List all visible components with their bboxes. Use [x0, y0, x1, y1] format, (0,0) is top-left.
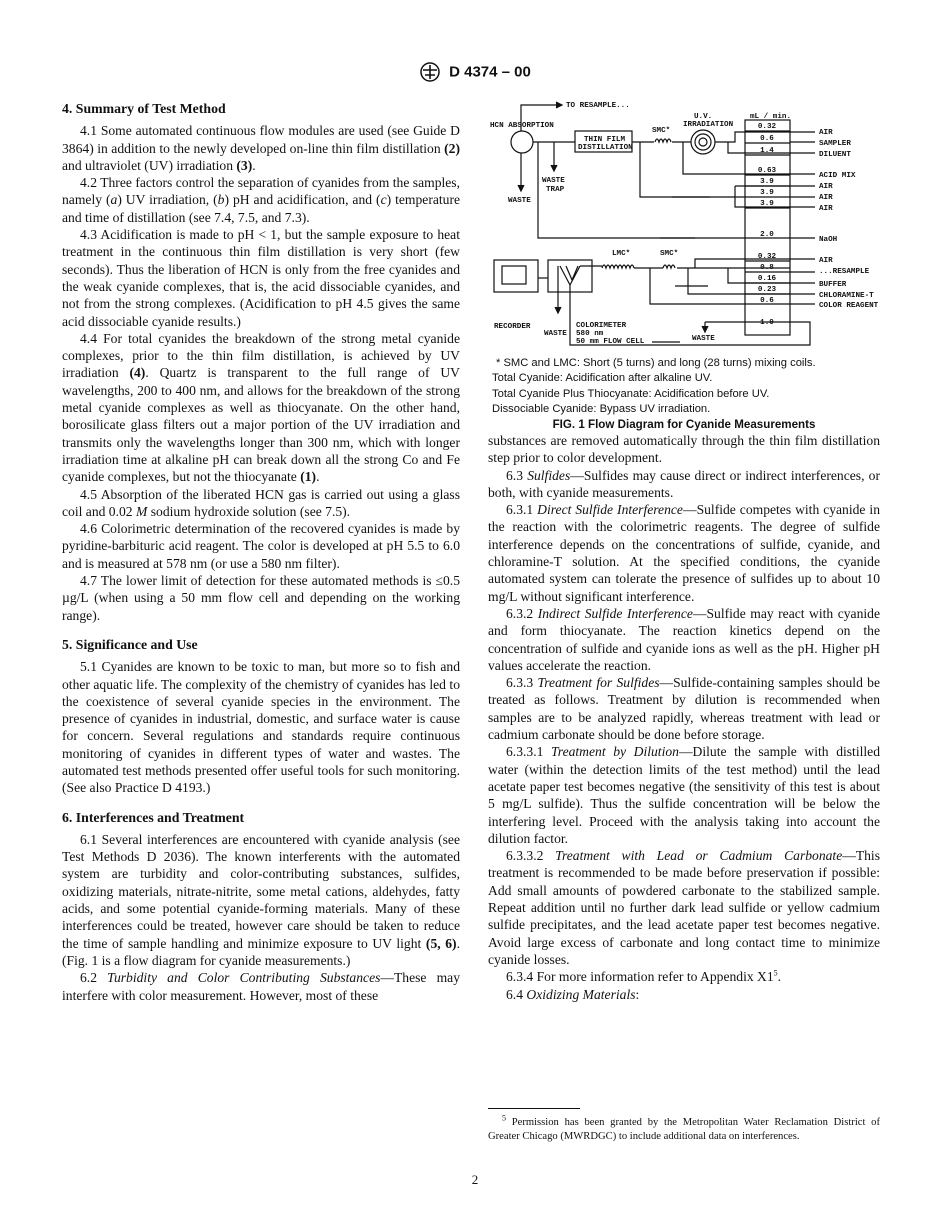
label-recorder: RECORDER: [494, 323, 531, 331]
text-run: 6.3: [506, 467, 528, 483]
pump-rate: 1.0: [760, 319, 774, 327]
label-smc-bottom: SMC*: [660, 250, 679, 258]
text-run: :: [635, 986, 640, 1002]
pump-rate: 0.32: [757, 123, 777, 131]
right-column: [488, 432, 880, 1003]
paragraph: [488, 432, 880, 467]
text-run: 5.1 Cyanides are known to be toxic to man, but more so to fish and other aquatic life. The complexity of the chemistry of cyanides has led to the coexistence of several cyanide species in the environment. The presence of cyanides in industrial, domestic, and surface water is cause for concern. Several regulations and standards require continuous monitoring of cyanides in different types of water and wastes. The automated test methods presented offer useful tools for such monitoring. (See also Practice D 4193.): [62, 659, 460, 796]
recorder-box: [494, 260, 538, 292]
text-run: .: [316, 469, 320, 485]
footnote: [488, 1113, 880, 1143]
paragraph: [488, 674, 880, 743]
text-run: —Dilute the sample with distilled water (within the detection limits of the test method) until the lead acetate paper test becomes negative (the sensitivity of this test is about 5 mg/L sulfide). Thus the sulfide concentration will be below the interfering level. Proceed with the analysis taking into account the dilution factor.: [488, 744, 880, 846]
text-run: 5: [773, 968, 778, 978]
pump-rate: 0.16: [757, 275, 777, 283]
text-run: Treatment for Sulfides: [537, 675, 660, 691]
text-run: 4.7 The lower limit of detection for these automated methods is ≤0.5 µg/L (when using a 50 mm flow cell and depending on the working range).: [62, 573, 460, 623]
label-580nm: 580 nm: [576, 330, 604, 338]
label-waste-colorimeter: WASTE: [544, 330, 567, 338]
paragraph: [488, 847, 880, 968]
paragraph: [488, 501, 880, 605]
paragraph: [62, 520, 460, 572]
pump-rate: 3.9: [760, 189, 774, 197]
pump-rate: 0.6: [760, 297, 774, 305]
text-run: 6.2: [80, 970, 108, 986]
text-run: 6.3.1: [506, 502, 538, 518]
pump-rate: 3.9: [760, 178, 774, 186]
stream-label: AIR: [819, 194, 833, 202]
paragraph: [488, 605, 880, 674]
text-run: (3): [236, 157, 253, 173]
paragraph: [62, 969, 460, 1004]
text-run: 6.3.3: [506, 675, 538, 691]
paragraph: [488, 467, 880, 502]
figure-note: * SMC and LMC: Short (5 turns) and long (28 turns) mixing coils.: [496, 357, 816, 369]
text-run: b: [217, 192, 225, 208]
text-run: —These may interfere with color measurement. However, most of these: [62, 970, 460, 1003]
label-lmc: LMC*: [612, 250, 631, 258]
stream-label: AIR: [819, 183, 833, 191]
text-run: (5, 6): [425, 935, 457, 951]
pump-rate: 0.8: [760, 264, 774, 272]
figure-note: Dissociable Cyanide: Bypass UV irradiation.: [492, 403, 711, 416]
text-run: —Sulfide competes with cyanide in the reaction with the colorimetric reagents. The degree of sulfide interference depends on the concentrations of sulfide, cyanide, and chloramine-T solution. At the specified conditions, the cyanide automated system can tolerate the presence of sulfides up to about 10 mg/L without significant interference.: [488, 502, 880, 604]
text-run: Treatment with Lead or Cadmium Carbonate: [555, 848, 843, 864]
pump-rate: 1.4: [760, 147, 774, 155]
astm-logo-icon: [419, 62, 441, 82]
label-thin-film: THIN FILM: [584, 136, 626, 144]
text-run: 4.3 Acidification is made to pH < 1, but the sample exposure to heat treatment in the continuous thin film distillation is very short (few seconds). Thus the liberation of HCN is only from the free cyanides and the weak cyanide complexes, that is, the acid dissociable cyanides, and not from the strong complexes. (Acidification to pH 4.5 gives the same acid dissociable cyanide results.): [62, 227, 460, 329]
paragraph: [488, 743, 880, 847]
text-run: and ultraviolet (UV) irradiation: [62, 157, 237, 173]
text-run: —Sulfide-containing samples should be treated as follows. Treatment by dilution is recommended when samples are to be analyzed rapidly, whereas treatment with lead or cadmium carbonate should be done before storage.: [488, 675, 880, 743]
stream-label: NaOH: [819, 236, 838, 244]
stream-label: BUFFER: [819, 281, 847, 289]
label-colorimeter: COLORIMETER: [576, 322, 627, 330]
text-run: Sulfides: [527, 467, 571, 483]
text-run: .: [777, 969, 782, 985]
text-run: ) pH and acidification, and (: [224, 192, 381, 208]
stream-label: CHLORAMINE-T: [819, 292, 874, 300]
text-run: 4.1 Some automated continuous flow modules are used (see Guide D 3864) in addition to the newly developed on-line thin film distillation: [62, 123, 460, 156]
text-run: c: [380, 192, 387, 208]
document-designation: D 4374 – 00: [449, 63, 531, 81]
paragraph: [62, 226, 460, 330]
label-hcn-absorption: HCN ABSORPTION: [490, 122, 554, 130]
left-column: [62, 100, 460, 1004]
section-heading: [62, 809, 460, 826]
text-run: 6.3.2: [506, 605, 538, 621]
figure-note: Total Cyanide: Acidification after alkaline UV.: [492, 372, 713, 385]
pump-rate: 0.32: [757, 253, 777, 261]
footnote-mark: 5: [502, 1113, 506, 1123]
text-run: M: [136, 503, 148, 519]
text-run: (2): [444, 140, 460, 156]
text-run: 6.1 Several interferences are encountered with cyanide analysis (see Test Methods D 2036). The known interferents with the automated system are turbidity and color-contributing substances, sulfides, oxidizing materials, nitrate-nitrite, some metal cations, aldehydes, fatty acids, and some potential cyanide-forming materials. Many of these interferences could be treated, however care should be taken to reduce the time of sample handling and minimize exposure to UV light: [62, 831, 460, 951]
paragraph: [488, 968, 880, 985]
text-run: Indirect Sulfide Interference: [537, 605, 693, 621]
text-run: 4.4 For total cyanides the breakdown of the strong metal cyanide complexes, prior to the thin film distillation, is achieved by UV irradiation: [62, 330, 460, 381]
label-irradiation: IRRADIATION: [683, 121, 734, 129]
label-trap: TRAP: [546, 186, 565, 194]
text-run: . Quartz is transparent to the full range of UV wavelengths, 200 to 400 nm, and allows for the breakdown of the strong metal cyanide complexes as well as thiocyanate. On the other hand, borosilicate glass filters out a major portion of the UV irradiation and transmits only the wavelengths longer than 300 nm, which with longer irradiation time at alkaline pH can break down all the strong Co and Fe cyanide complexes, but not the thiocyanate: [62, 365, 460, 485]
text-run: 6.3.3.1: [506, 744, 551, 760]
footnote-divider: [488, 1108, 580, 1109]
text-run: (4): [129, 365, 146, 381]
text-run: ) temperature and time of distillation (see 7.4, 7.5, and 7.3).: [62, 192, 461, 225]
text-run: 4.2 Three factors control the separation of cyanides from the samples, namely (: [62, 175, 460, 208]
stream-label: ...RESAMPLE: [819, 268, 870, 276]
figure-note: Total Cyanide Plus Thiocyanate: Acidification before UV.: [492, 387, 770, 400]
text-run: 5. Significance and Use: [62, 636, 198, 652]
text-run: . (Fig. 1 is a flow diagram for cyanide measurements.): [62, 935, 460, 968]
text-run: 6.3.3.2: [506, 848, 556, 864]
paragraph: [488, 986, 880, 1003]
text-run: —This treatment is recommended to be made before preservation if possible: Add small amounts of powdered carbonate to the stabilized sample. Repeat addition until no further dark lead sulfide or yellow cadmium sulfide precipitates, and the lead acetate paper test becomes negative. Avoid large excess of carbonate and long contact time to minimize cyanide losses.: [488, 848, 880, 967]
text-run: 4.5 Absorption of the liberated HCN gas is carried out using a glass coil and 0.02: [62, 486, 460, 519]
text-run: (1): [300, 469, 317, 485]
paragraph: [62, 572, 460, 624]
paragraph: [62, 831, 460, 969]
stream-label: AIR: [819, 129, 833, 137]
figure-caption: FIG. 1 Flow Diagram for Cyanide Measurements: [552, 418, 816, 431]
pump-rate: 0.6: [760, 135, 774, 143]
paragraph: [62, 486, 460, 521]
pump-rate: 2.0: [760, 231, 774, 239]
paragraph: [62, 658, 460, 796]
label-to-resample: TO RESAMPLE...: [566, 102, 630, 110]
text-run: —Sulfides may cause direct or indirect interferences, or both, with cyanide measurements.: [488, 467, 880, 500]
label-smc-top: SMC*: [652, 127, 671, 135]
page-header: [0, 62, 950, 82]
label-flow-cell: 50 mm FLOW CELL: [576, 338, 645, 346]
stream-label: SAMPLER: [819, 140, 851, 148]
label-uv: U.V.: [694, 113, 713, 121]
stream-label: AIR: [819, 205, 833, 213]
paragraph: [62, 174, 460, 226]
text-run: Treatment by Dilution: [550, 744, 679, 760]
paragraph: [62, 330, 460, 486]
text-run: —Sulfide may react with cyanide and form thiocyanate. The reaction kinetics depend on the concentration of sulfide and cyanide ions as well as the pH. Higher pH values accelerate the reaction.: [488, 605, 880, 673]
pump-rate: 0.23: [757, 286, 777, 294]
text-run: 6.4: [506, 986, 527, 1002]
text-run: .: [252, 157, 256, 173]
pump-rate: 0.63: [757, 167, 777, 175]
text-run: ) UV irradiation, (: [117, 192, 218, 208]
label-waste-trap: WASTE: [542, 177, 565, 185]
label-waste-right: WASTE: [692, 335, 715, 343]
label-units: mL / min.: [750, 113, 792, 121]
text-run: 6.3.4 For more information refer to Appendix X1: [506, 969, 774, 985]
text-run: 4.6 Colorimetric determination of the recovered cyanides is made by pyridine-barbituric acid reagent. The color is developed at pH 5.5 to 6.0 and is measured at 578 nm (or use a 580 nm filter).: [62, 521, 460, 571]
label-distillation: DISTILLATION: [578, 144, 633, 152]
text-run: substances are removed automatically through the thin film distillation step prior to color development.: [488, 433, 880, 466]
text-run: Turbidity and Color Contributing Substances: [107, 970, 381, 986]
text-run: Direct Sulfide Interference: [537, 502, 683, 518]
hcn-absorption-coil: [511, 131, 533, 153]
text-run: a: [110, 192, 118, 208]
footnote-text: Permission has been granted by the Metropolitan Water Reclamation District of Greater Chicago (MWRDGC) to include additional data on interferences.: [488, 1117, 880, 1142]
page-number: 2: [471, 1172, 479, 1187]
paragraph: [62, 122, 460, 174]
stream-label: DILUENT: [819, 151, 851, 159]
text-run: Oxidizing Materials: [526, 986, 636, 1002]
figure-notes: [492, 356, 816, 418]
stream-label: COLOR REAGENT: [819, 302, 879, 310]
label-waste-left: WASTE: [508, 197, 531, 205]
stream-label: ACID MIX: [819, 172, 856, 180]
pump-rate: 3.9: [760, 200, 774, 208]
section-heading: [62, 636, 460, 653]
flow-diagram: [480, 90, 880, 352]
section-heading: [62, 100, 460, 117]
stream-label: AIR: [819, 257, 833, 265]
text-run: 4. Summary of Test Method: [62, 101, 226, 116]
text-run: sodium hydroxide solution (see 7.5).: [147, 503, 351, 519]
text-run: 6. Interferences and Treatment: [62, 809, 245, 825]
